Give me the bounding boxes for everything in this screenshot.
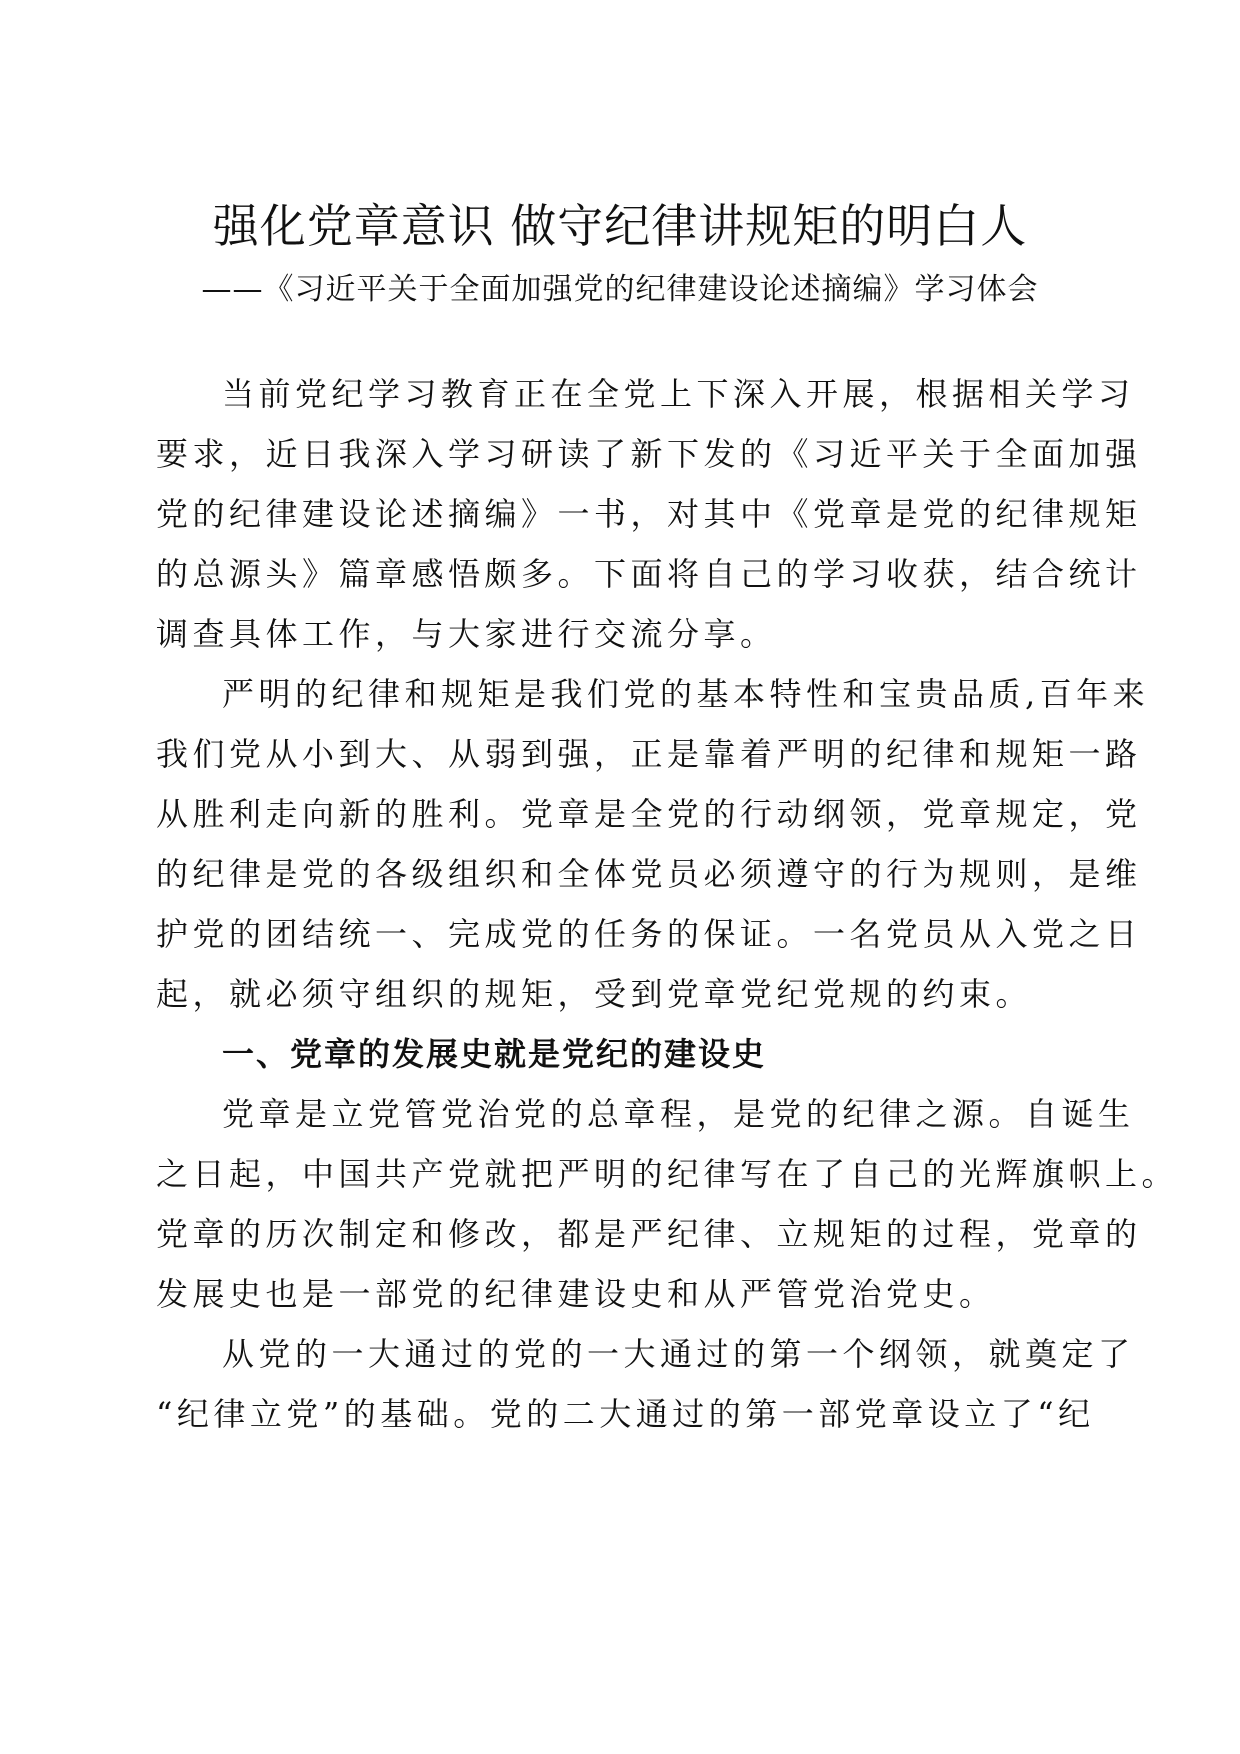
paragraph-2-line: 从胜利走向新的胜利。党章是全党的行动纲领，党章规定，党 — [156, 795, 1142, 833]
section-heading: 一、党章的发展史就是党纪的建设史 — [222, 1035, 767, 1073]
paragraph-2-line: 的纪律是党的各级组织和全体党员必须遵守的行为规则，是维 — [156, 855, 1142, 893]
paragraph-4-line: 从党的一大通过的党的一大通过的第一个纲领，就奠定了 — [222, 1335, 1135, 1373]
paragraph-1-line: 调查具体工作，与大家进行交流分享。 — [156, 615, 777, 653]
paragraph-2-line: 我们党从小到大、从弱到强，正是靠着严明的纪律和规矩一路 — [156, 735, 1142, 773]
paragraph-1-line: 要求，近日我深入学习研读了新下发的《习近平关于全面加强 — [156, 435, 1142, 473]
paragraph-2-line: 起，就必须守组织的规矩，受到党章党纪党规的约束。 — [156, 975, 1033, 1013]
paragraph-2-line: 护党的团结统一、完成党的任务的保证。一名党员从入党之日 — [156, 915, 1142, 953]
paragraph-1-line: 当前党纪学习教育正在全党上下深入开展，根据相关学习 — [222, 375, 1135, 413]
document-title: 强化党章意识 做守纪律讲规矩的明白人 — [212, 199, 1028, 253]
paragraph-3-line: 之日起，中国共产党就把严明的纪律写在了自己的光辉旗帜上。 — [156, 1155, 1179, 1193]
paragraph-4-line: “纪律立党”的基础。党的二大通过的第一部党章设立了“纪 — [156, 1395, 1095, 1433]
paragraph-3-line: 发展史也是一部党的纪律建设史和从严管党治党史。 — [156, 1275, 996, 1313]
paragraph-2-line: 严明的纪律和规矩是我们党的基本特性和宝贵品质,百年来 — [222, 675, 1150, 713]
paragraph-1-line: 的总源头》篇章感悟颇多。下面将自己的学习收获，结合统计 — [156, 555, 1142, 593]
document-subtitle: ——《习近平关于全面加强党的纪律建设论述摘编》学习体会 — [201, 272, 1039, 307]
paragraph-1-line: 党的纪律建设论述摘编》一书，对其中《党章是党的纪律规矩 — [156, 495, 1142, 533]
paragraph-3-line: 党章是立党管党治党的总章程，是党的纪律之源。自诞生 — [222, 1095, 1135, 1133]
paragraph-3-line: 党章的历次制定和修改，都是严纪律、立规矩的过程，党章的 — [156, 1215, 1142, 1253]
